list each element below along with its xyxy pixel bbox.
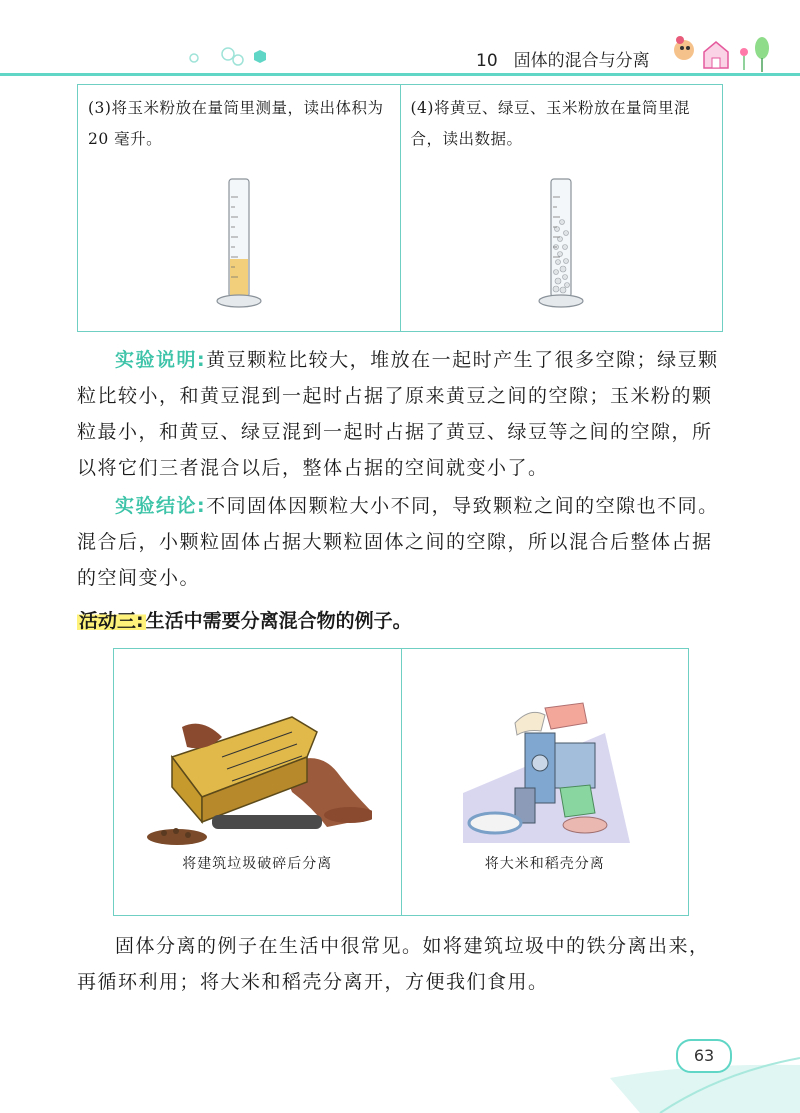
page-number: 63 (676, 1039, 732, 1073)
chapter-number: 10 (476, 51, 498, 71)
example-caption: 将大米和稻壳分离 (484, 856, 605, 872)
explanation-label: 实验说明: (115, 349, 207, 371)
activity-title: 生活中需要分离混合物的例子。 (145, 610, 412, 632)
experiment-step-4 (400, 85, 723, 331)
page-number-area (600, 1023, 800, 1113)
rice-huller-machine-icon (455, 693, 635, 843)
crusher-machine-icon (142, 697, 372, 847)
experiment-step-text: (4)将黄豆、绿豆、玉米粉放在量筒里混合，读出数据。 (410, 99, 690, 148)
closing-paragraph (77, 928, 723, 1000)
experiment-step-3 (78, 85, 400, 331)
conclusion-label: 实验结论: (115, 495, 207, 517)
conclusion-text: 不同固体因颗粒大小不同，导致颗粒之间的空隙也不同。混合后，小颗粒固体占据大颗粒固体之间的空隙，所以混合后整体占据的空间变小。 (77, 495, 719, 589)
graduated-cylinder-mixed-beans-icon (536, 177, 586, 309)
header-rule (0, 73, 800, 76)
bubbles-decoration-icon (180, 40, 280, 70)
kids-house-decoration-icon (670, 30, 780, 74)
chapter-title: 固体的混合与分离 (513, 51, 650, 71)
activity-label: 活动三: (79, 610, 144, 632)
experiment-steps-table (77, 84, 723, 332)
separation-examples-table (113, 648, 689, 916)
experiment-conclusion (77, 488, 723, 596)
explanation-text: 黄豆颗粒比较大，堆放在一起时产生了很多空隙；绿豆颗粒比较小，和黄豆混到一起时占据了原来黄豆之间的空隙；玉米粉的颗粒最小，和黄豆、绿豆混到一起时占据了黄豆、绿豆等之间的空隙，所以将它们三者混合以后，整体占据的空间就变小了。 (77, 349, 719, 479)
closing-text: 固体分离的例子在生活中很常见。如将建筑垃圾中的铁分离出来，再循环利用；将大米和稻壳分离开，方便我们食用。 (77, 935, 710, 993)
example-rice-husk (401, 649, 689, 915)
experiment-explanation (77, 342, 723, 486)
example-construction-waste (114, 649, 401, 915)
experiment-step-text: (3)将玉米粉放在量筒里测量，读出体积为 20 毫升。 (88, 99, 384, 148)
example-caption: 将建筑垃圾破碎后分离 (182, 856, 333, 872)
graduated-cylinder-corn-flour-icon (214, 177, 264, 309)
activity-heading (77, 606, 412, 633)
chapter-heading (476, 46, 650, 71)
